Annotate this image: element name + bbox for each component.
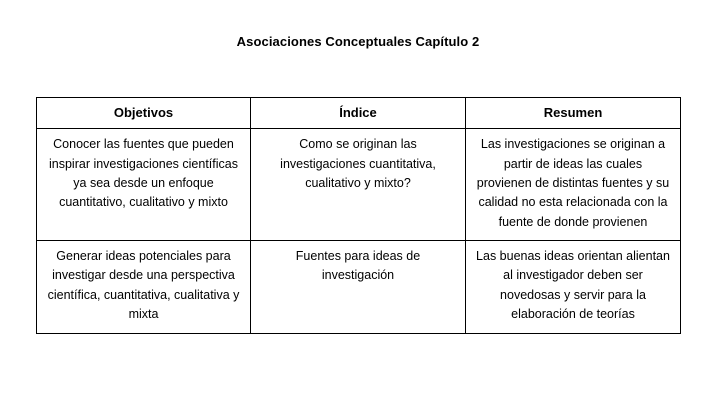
concept-table <box>36 97 681 334</box>
cell-objetivos-1: Conocer las fuentes que pueden inspirar investigaciones científicas ya sea desde un enfoque cuantitativo, cualitativo y mixto <box>37 129 251 241</box>
table-row <box>37 129 681 241</box>
cell-indice-2: Fuentes para ideas de investigación <box>251 241 466 334</box>
column-header-resumen: Resumen <box>466 98 681 129</box>
page-title: Asociaciones Conceptuales Capítulo 2 <box>236 34 480 49</box>
cell-indice-1: Como se originan las investigaciones cuantitativa, cualitativo y mixto? <box>251 129 466 241</box>
cell-objetivos-2: Generar ideas potenciales para investigar desde una perspectiva científica, cuantitativa, cualitativa y mixta <box>37 241 251 334</box>
cell-resumen-2: Las buenas ideas orientan alientan al investigador deben ser novedosas y servir para la elaboración de teorías <box>466 241 681 334</box>
column-header-indice: Índice <box>251 98 466 129</box>
column-header-objetivos: Objetivos <box>37 98 251 129</box>
table-header-row <box>37 98 681 129</box>
cell-resumen-1: Las investigaciones se originan a partir de ideas las cuales provienen de distintas fuentes y su calidad no esta relacionada con la fuente de donde provienen <box>466 129 681 241</box>
table-row <box>37 241 681 334</box>
concept-table-container <box>36 97 680 334</box>
table-header <box>37 98 681 129</box>
table-body <box>37 129 681 333</box>
